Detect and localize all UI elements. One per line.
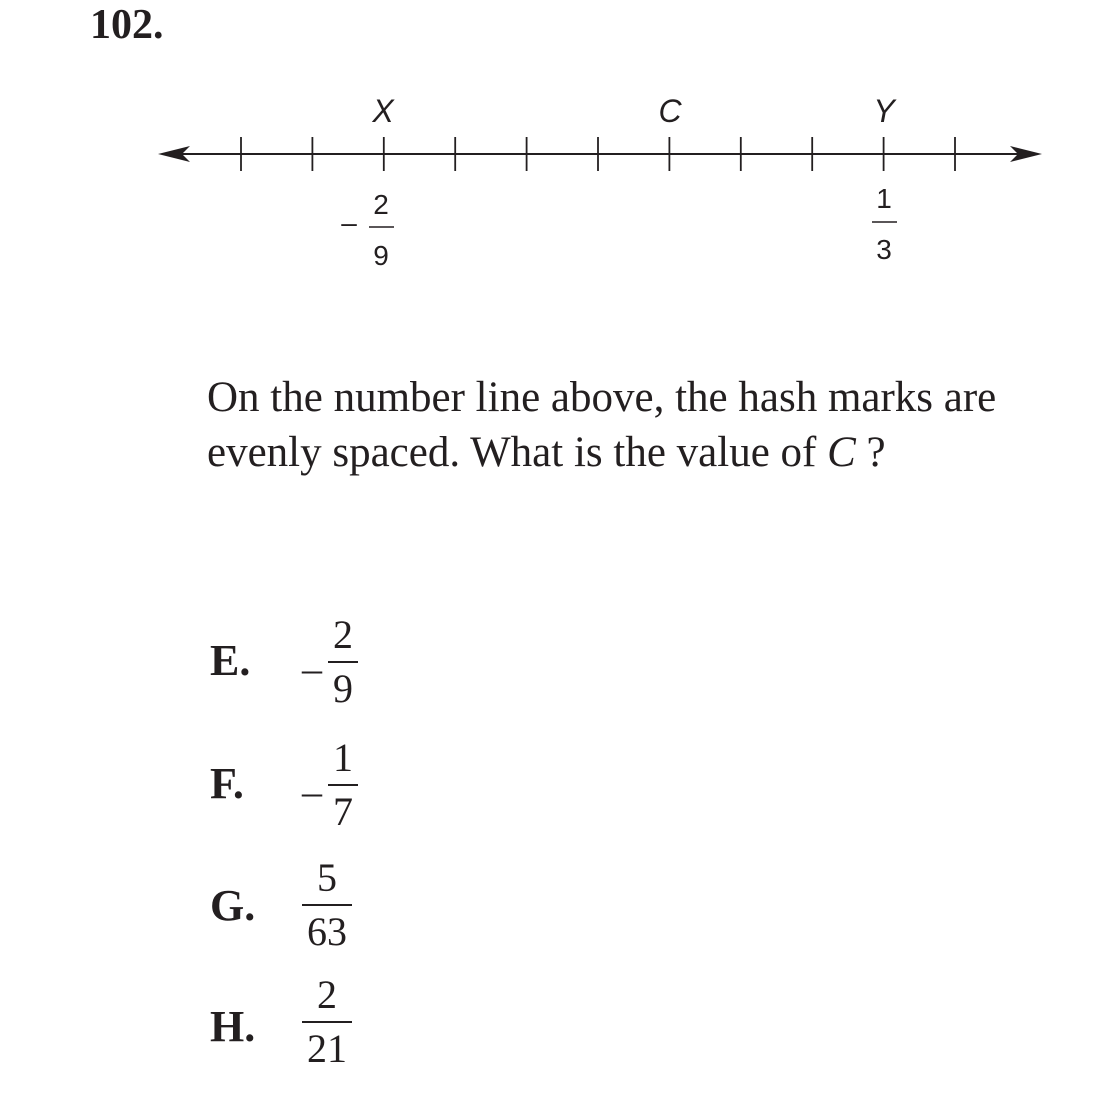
choice-denominator: 9: [333, 665, 353, 711]
x-value-sign: –: [341, 207, 357, 238]
x-value-numerator: 2: [373, 189, 389, 220]
choice-sign: –: [302, 646, 322, 691]
choice-numerator: 5: [317, 855, 337, 900]
y-value-denominator: 3: [876, 234, 892, 265]
x-value-denominator: 9: [373, 240, 389, 271]
stem-end: ?: [855, 429, 886, 476]
question-stem: [207, 370, 1027, 480]
point-label-c: C: [658, 93, 682, 129]
number-line-axis: [158, 146, 1042, 162]
choice-letter: E.: [210, 636, 251, 685]
choice-letter: H.: [210, 1002, 256, 1051]
choice-denominator: 7: [333, 788, 353, 834]
choice-denominator: 21: [307, 1025, 347, 1071]
choice-fraction: [302, 855, 352, 954]
choice-sign: –: [302, 769, 322, 814]
choice-letter: F.: [210, 759, 244, 808]
point-label-y: Y: [873, 93, 895, 129]
y-value-numerator: 1: [876, 183, 892, 214]
choice-numerator: 2: [333, 612, 353, 657]
stem-variable: C: [827, 429, 856, 476]
choice-letter: G.: [210, 881, 256, 930]
stem-text: On the number line above, the hash marks are evenly spaced. What is the value of: [207, 374, 997, 476]
question-number: 102.: [90, 2, 164, 48]
choice-denominator: 63: [307, 908, 347, 954]
number-line-figure: [0, 0, 1110, 290]
choice-numerator: 1: [333, 735, 353, 780]
choice-fraction: [328, 612, 358, 711]
choice-fraction: [302, 972, 352, 1071]
choice-fraction: [328, 735, 358, 834]
choice-numerator: 2: [317, 972, 337, 1017]
point-label-x: X: [372, 93, 394, 129]
